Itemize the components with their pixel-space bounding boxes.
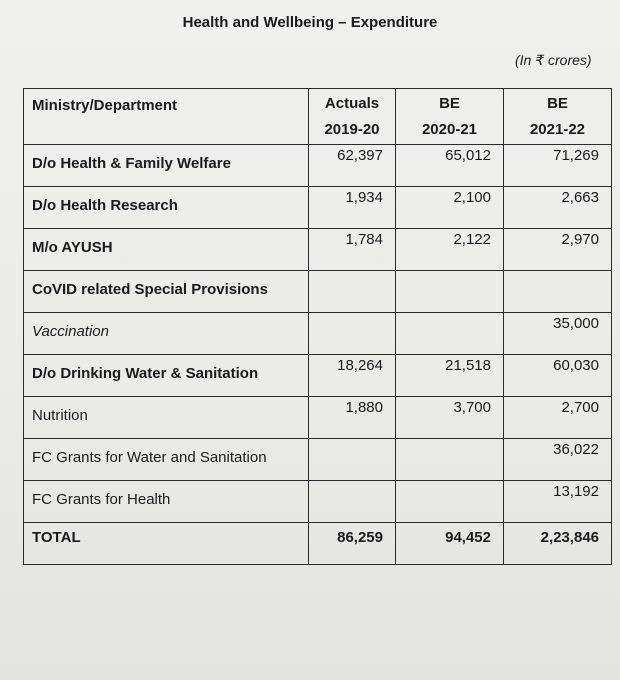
cell-actuals: 1,880 xyxy=(309,397,396,439)
table-row xyxy=(24,229,612,271)
table-header-row xyxy=(24,89,612,145)
row-label: FC Grants for Water and Sanitation xyxy=(24,439,309,481)
table-row xyxy=(24,187,612,229)
header-col1-line1: Actuals xyxy=(324,94,380,112)
cell-be-2021-22: 60,030 xyxy=(504,355,612,397)
table-row xyxy=(24,313,612,355)
cell-be-2021-22: 2,663 xyxy=(504,187,612,229)
unit-note: (In ₹ crores) xyxy=(515,52,592,68)
cell-be-2020-21 xyxy=(396,313,504,355)
cell-be-2020-21: 2,122 xyxy=(396,229,504,271)
header-be-2021-22 xyxy=(504,89,612,145)
cell-be-2021-22: 2,970 xyxy=(504,229,612,271)
header-be-2020-21 xyxy=(396,89,504,145)
cell-be-2021-22: 2,700 xyxy=(504,397,612,439)
row-label: Vaccination xyxy=(24,313,309,355)
cell-actuals xyxy=(309,439,396,481)
header-ministry: Ministry/Department xyxy=(24,89,309,145)
row-label: Nutrition xyxy=(24,397,309,439)
total-be-2021-22: 2,23,846 xyxy=(504,523,612,565)
header-col2-line2: 2020-21 xyxy=(421,120,478,138)
cell-be-2021-22: 35,000 xyxy=(504,313,612,355)
row-label: D/o Health & Family Welfare xyxy=(24,145,309,187)
cell-be-2020-21: 2,100 xyxy=(396,187,504,229)
cell-be-2020-21: 65,012 xyxy=(396,145,504,187)
cell-actuals: 62,397 xyxy=(309,145,396,187)
cell-be-2021-22: 13,192 xyxy=(504,481,612,523)
table-row xyxy=(24,397,612,439)
row-label: CoVID related Special Provisions xyxy=(24,271,309,313)
row-label: M/o AYUSH xyxy=(24,229,309,271)
table-row xyxy=(24,145,612,187)
header-col3-line1: BE xyxy=(547,94,568,112)
cell-actuals: 1,784 xyxy=(309,229,396,271)
cell-actuals xyxy=(309,481,396,523)
row-label: D/o Health Research xyxy=(24,187,309,229)
expenditure-table xyxy=(23,88,612,565)
cell-actuals: 1,934 xyxy=(309,187,396,229)
cell-actuals: 18,264 xyxy=(309,355,396,397)
row-label: FC Grants for Health xyxy=(24,481,309,523)
cell-be-2020-21: 21,518 xyxy=(396,355,504,397)
cell-be-2020-21 xyxy=(396,439,504,481)
table-row xyxy=(24,271,612,313)
cell-be-2020-21 xyxy=(396,271,504,313)
header-actuals-2019-20 xyxy=(309,89,396,145)
cell-be-2021-22 xyxy=(504,271,612,313)
header-col3-line2: 2021-22 xyxy=(529,120,586,138)
table-row xyxy=(24,481,612,523)
cell-be-2020-21 xyxy=(396,481,504,523)
table-row xyxy=(24,439,612,481)
page-title: Health and Wellbeing – Expenditure xyxy=(182,14,438,31)
total-label: TOTAL xyxy=(24,523,309,565)
cell-be-2020-21: 3,700 xyxy=(396,397,504,439)
total-be-2020-21: 94,452 xyxy=(396,523,504,565)
row-label: D/o Drinking Water & Sanitation xyxy=(24,355,309,397)
cell-be-2021-22: 36,022 xyxy=(504,439,612,481)
total-actuals: 86,259 xyxy=(309,523,396,565)
cell-be-2021-22: 71,269 xyxy=(504,145,612,187)
cell-actuals xyxy=(309,313,396,355)
table-row xyxy=(24,355,612,397)
header-col2-line1: BE xyxy=(439,94,460,112)
total-row xyxy=(24,523,612,565)
header-col1-line2: 2019-20 xyxy=(324,120,380,138)
cell-actuals xyxy=(309,271,396,313)
